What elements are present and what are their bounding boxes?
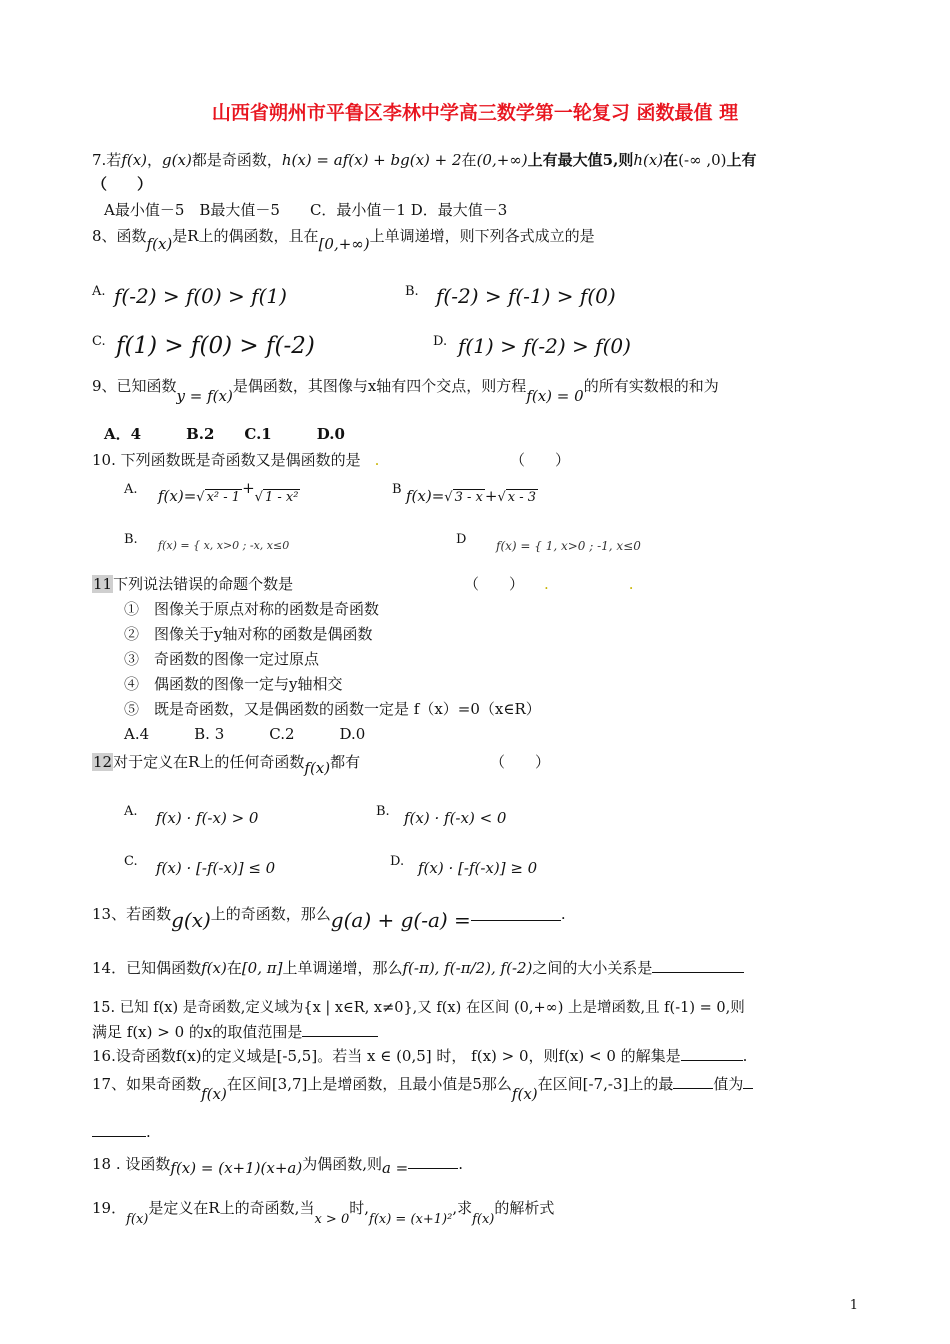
q17-blank-2[interactable] [92,1122,146,1137]
q12-paren: （ ） [490,753,551,771]
q8-option-a: f(-2) > f(0) > f(1) [114,284,287,308]
q12-option-b: f(x) · f(-x) < 0 [404,809,507,827]
q12-option-a-label: A. [124,804,138,819]
q8-stem: 8、函数f(x)是R上的偶函数，且在[0,+∞)上单调递增，则下列各式成立的是 [92,227,595,253]
q10-paren: （ ） [510,451,571,469]
q8-option-a-label: A. [92,284,106,299]
q12-stem: 12对于定义在R上的任何奇函数f(x)都有 [93,753,361,777]
q16-text: 16.设奇函数f(x)的定义域是[-5,5]。若当 x ∈ (0,5] 时， f(x) > 0，则f(x) < 0 的解集是 . [92,1047,748,1065]
q7-options: A最小值－5 B最大值－5 C．最小值－1 D．最大值－3 [104,201,508,219]
q11-options: A.4 B. 3 C.2 D.0 [124,725,366,743]
q7-stem: 7.若f(x)，g(x)都是奇函数，h(x) = af(x) + bg(x) + 2在(0,+∞)上有最大值5,则h(x)在(-∞ ,0)上有 [92,151,757,169]
q15-line-2: 满足 f(x) > 0 的x的取值范围是 [92,1022,378,1042]
q11-item-3: ③ 奇函数的图像一定过原点 [124,650,320,668]
q17-blank-1[interactable] [673,1074,713,1089]
q12-option-c: f(x) · [-f(-x)] ≤ 0 [156,859,276,877]
q8-option-b-label: B. [405,284,419,299]
q11-item-2: ② 图像关于y轴对称的函数是偶函数 [124,625,373,643]
q10-option-b-label: B [392,482,402,497]
q15-line-1: 15. 已知 f(x) 是奇函数,定义域为{x | x∈R, x≠0},又 f(x) 在区间 (0,+∞) 上是增函数,且 f(-1) = 0,则 [92,1000,745,1016]
q13-stem: 13、若函数g(x)上的奇函数，那么g(a) + g(-a) = . [92,905,566,932]
q12-option-d-label: D. [390,854,405,869]
q15-blank[interactable] [302,1022,378,1037]
q8-option-d: f(1) > f(-2) > f(0) [458,334,631,358]
q11-item-1: ① 图像关于原点对称的函数是奇函数 [124,600,380,618]
q11-item-4: ④ 偶函数的图像一定与y轴相交 [124,675,343,693]
q16-blank[interactable] [681,1046,743,1061]
q10-stem: 10. 下列函数既是奇函数又是偶函数的是 . [92,451,380,469]
q11-stem: 11下列说法错误的命题个数是 [93,575,294,593]
q8-option-c: f(1) > f(0) > f(-2) [116,333,315,359]
q18-blank[interactable] [408,1154,458,1169]
q14-stem: 14．已知偶函数f(x)在[0, π]上单调递增，那么f(-π), f(-π/2), f(-2)之间的大小关系是 [92,958,744,978]
q11-item-5: ⑤ 既是奇函数，又是偶函数的函数一定是 f（x）=0（x∈R） [124,700,541,718]
q8-option-d-label: D. [433,334,448,349]
q12-option-c-label: C. [124,854,138,869]
q10-option-a-label: A. [124,482,138,497]
q13-blank[interactable] [471,906,561,921]
q7-paren: （ ） [92,175,153,193]
q10-option-c: f(x) = { x, x>0 ; -x, x≤0 [158,539,290,552]
q8-option-c-label: C. [92,334,106,349]
page-title: 山西省朔州市平鲁区李林中学高三数学第一轮复习 函数最值 理 [211,102,739,124]
q10-option-a: f(x)=√ x² - 1+√ 1 - x² [158,479,299,505]
q11-paren: （ ） . . [464,575,634,593]
page-number: 1 [849,1298,858,1313]
q12-option-a: f(x) · f(-x) > 0 [156,809,259,827]
q10-option-d: f(x) = { 1, x>0 ; -1, x≤0 [496,539,641,553]
q10-option-d-label: D [456,532,467,547]
q12-option-d: f(x) · [-f(-x)] ≥ 0 [418,859,538,877]
q9-options: A．4 B.2 C.1 D.0 [104,425,345,443]
q10-option-c-label: B. [124,532,138,547]
q14-blank[interactable] [652,958,744,973]
q18-stem: 18 . 设函数f(x) = (x+1)(x+a)为偶函数,则a = . [92,1155,464,1177]
q9-stem: 9、已知函数y = f(x)是偶函数，其图像与x轴有四个交点，则方程f(x) = 0的所有实数根的和为 [92,377,719,405]
q8-option-b: f(-2) > f(-1) > f(0) [436,284,616,308]
q17-line-2: . [92,1122,151,1142]
q10-option-b: f(x)=√ 3 - x +√ x - 3 [406,487,536,505]
q12-option-b-label: B. [376,804,390,819]
q17-stem: 17、如果奇函数f(x)在区间[3,7]上是增函数，且最小值是5那么f(x)在区间[-7,-3]上的最 值为 [92,1074,753,1094]
q19-stem: 19．f(x)是定义在R上的奇函数,当x > 0时,f(x) = (x+1)²,求f(x)的解析式 [92,1199,555,1227]
